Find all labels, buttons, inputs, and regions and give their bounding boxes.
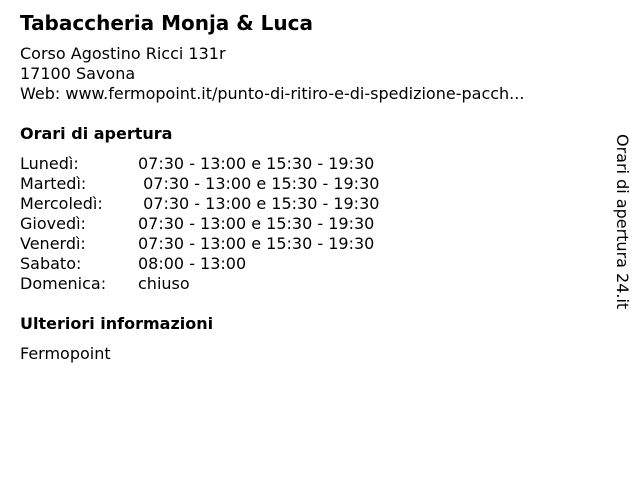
- opening-hours-title: Orari di apertura: [20, 124, 173, 143]
- additional-info-title: Ulteriori informazioni: [20, 314, 214, 333]
- hours-row-thursday: [20, 214, 379, 234]
- time-value: 07:30 - 13:00 e 15:30 - 19:30: [138, 194, 380, 213]
- address-block: [20, 44, 524, 104]
- time-value: chiuso: [138, 274, 190, 293]
- day-label: Domenica:: [20, 274, 107, 293]
- time-value: 07:30 - 13:00 e 15:30 - 19:30: [138, 174, 380, 193]
- web-link[interactable]: Web: www.fermopoint.it/punto-di-ritiro-e-di-spedizione-pacch...: [20, 84, 525, 103]
- day-label: Lunedì:: [20, 154, 79, 173]
- site-watermark: Orari di apertura 24.it: [613, 134, 632, 310]
- additional-info-text: Fermopoint: [20, 344, 111, 363]
- day-label: Venerdì:: [20, 234, 86, 253]
- hours-row-friday: [20, 234, 379, 254]
- day-label: Martedì:: [20, 174, 87, 193]
- hours-row-tuesday: [20, 174, 379, 194]
- time-value: 07:30 - 13:00 e 15:30 - 19:30: [138, 234, 375, 253]
- hours-row-wednesday: [20, 194, 379, 214]
- hours-row-saturday: [20, 254, 379, 274]
- shop-name: Tabaccheria Monja & Luca: [20, 11, 313, 35]
- hours-row-monday: [20, 154, 379, 174]
- opening-hours-table: [20, 154, 379, 294]
- hours-row-sunday: [20, 274, 379, 294]
- time-value: 07:30 - 13:00 e 15:30 - 19:30: [138, 214, 375, 233]
- day-label: Giovedì:: [20, 214, 86, 233]
- day-label: Mercoledì:: [20, 194, 103, 213]
- time-value: 07:30 - 13:00 e 15:30 - 19:30: [138, 154, 375, 173]
- city: 17100 Savona: [20, 64, 136, 83]
- street-address: Corso Agostino Ricci 131r: [20, 44, 226, 63]
- day-label: Sabato:: [20, 254, 82, 273]
- time-value: 08:00 - 13:00: [138, 254, 247, 273]
